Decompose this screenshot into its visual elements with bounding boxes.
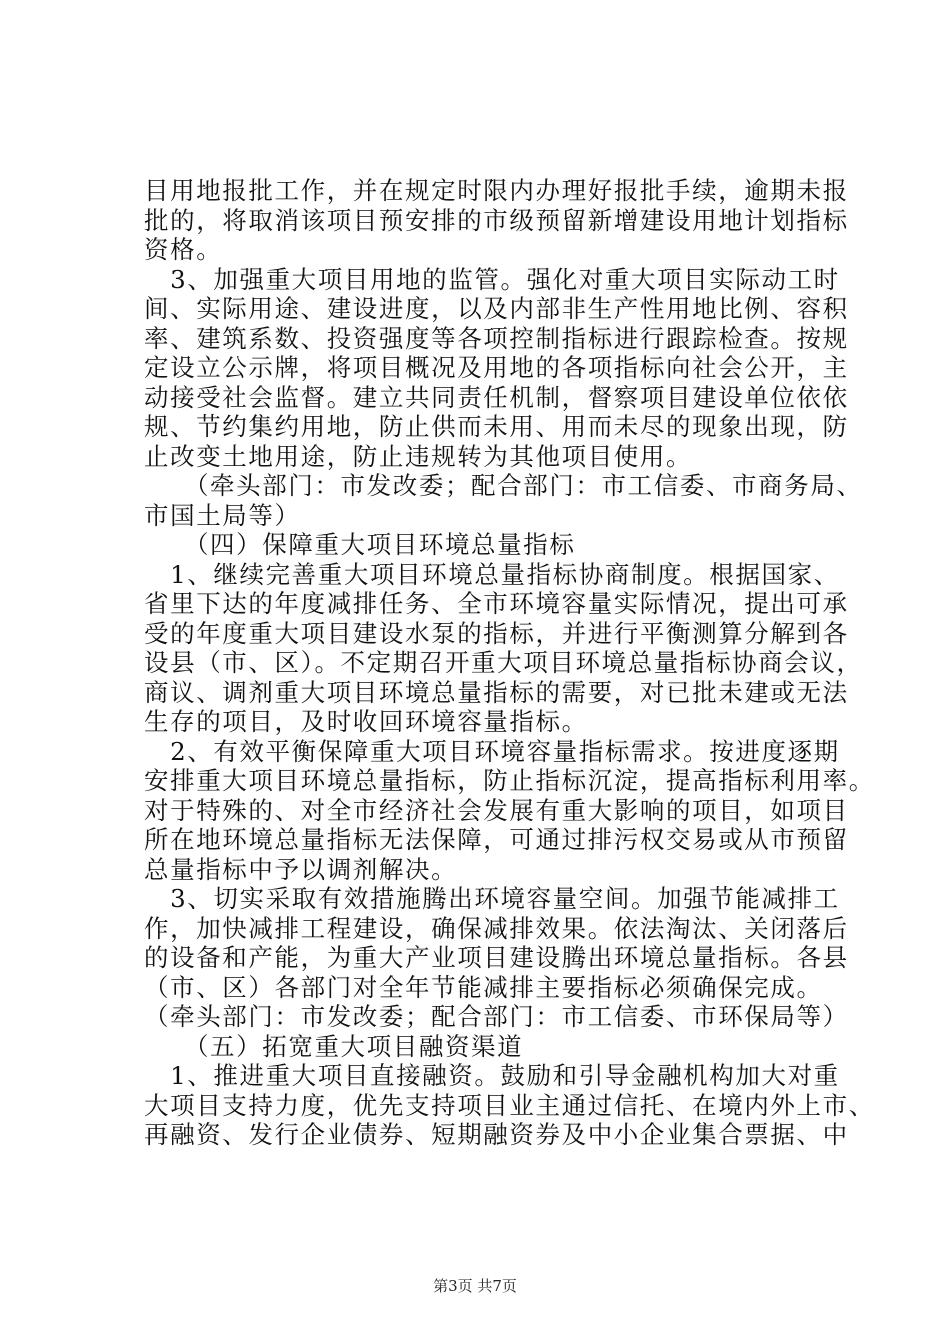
text-line: 3、切实采取有效措施腾出环境容量空间。加强节能减排工: [144, 884, 840, 913]
text-line: 间、实际用途、建设进度，以及内部非生产性用地比例、容积: [144, 294, 849, 323]
text-line: 1、推进重大项目直接融资。鼓励和引导金融机构加大对重: [144, 1061, 840, 1090]
page-number: 第3页 共7页: [433, 1277, 517, 1295]
text-line: 作，加快减排工程建设，确保减排效果。依法淘汰、关闭落后: [144, 913, 849, 943]
text-line: 总量指标中予以调剂解决。: [144, 854, 458, 884]
text-line: 定设立公示牌，将项目概况及用地的各项指标向社会公开，主: [144, 353, 849, 382]
text-line: 1、继续完善重大项目环境总量指标协商制度。根据国家、: [144, 559, 840, 589]
text-line: 生存的项目，及时收回环境容量指标。: [144, 707, 588, 736]
text-line: 商议、调剂重大项目环境总量指标的需要，对已批未建或无法: [144, 677, 849, 707]
text-line: 动接受社会监督。建立共同责任机制，督察项目建设单位依依: [144, 382, 849, 412]
text-line: 受的年度重大项目建设水泵的指标，并进行平衡测算分解到各: [144, 618, 849, 648]
section-heading: （四）保障重大项目环境总量指标: [144, 530, 576, 559]
text-line: 资格。: [144, 235, 223, 264]
document-body: [144, 176, 875, 1150]
text-line: 对于特殊的、对全市经济社会发展有重大影响的项目，如项目: [144, 795, 849, 825]
text-line: （牵头部门：市发改委；配合部门：市工信委、市商务局、: [144, 471, 863, 500]
text-line: 所在地环境总量指标无法保障，可通过排污权交易或从市预留: [144, 825, 849, 854]
text-line: 率、建筑系数、投资强度等各项控制指标进行跟踪检查。按规: [144, 323, 849, 353]
text-line: 设县（市、区）。不定期召开重大项目环境总量指标协商会议，: [144, 648, 863, 677]
text-line: 市国土局等）: [144, 500, 301, 530]
text-line: 的设备和产能，为重大产业项目建设腾出环境总量指标。各县: [144, 943, 849, 972]
text-line: 规、节约集约用地，防止供而未用、用而未尽的现象出现，防: [144, 412, 849, 441]
text-line: 止改变土地用途，防止违规转为其他项目使用。: [144, 441, 693, 471]
text-line: 安排重大项目环境总量指标，防止指标沉淀，提高指标利用率。: [144, 766, 875, 795]
text-line: （牵头部门：市发改委；配合部门：市工信委、市环保局等）: [144, 1002, 849, 1031]
text-line: 2、有效平衡保障重大项目环境容量指标需求。按进度逐期: [144, 736, 840, 766]
text-line: 目用地报批工作，并在规定时限内办理好报批手续，逾期未报: [144, 176, 849, 205]
text-line: 再融资、发行企业债券、短期融资券及中小企业集合票据、中: [144, 1120, 849, 1149]
text-line: 3、加强重大项目用地的监管。强化对重大项目实际动工时: [144, 264, 840, 294]
text-line: 大项目支持力度，优先支持项目业主通过信托、在境内外上市、: [144, 1090, 875, 1120]
text-line: 省里下达的年度减排任务、全市环境容量实际情况，提出可承: [144, 589, 849, 618]
text-line: 批的，将取消该项目预安排的市级预留新增建设用地计划指标: [144, 205, 849, 235]
section-heading: （五）拓宽重大项目融资渠道: [144, 1031, 524, 1061]
text-line: （市、区）各部门对全年节能减排主要指标必须确保完成。: [144, 972, 823, 1002]
page-footer: [0, 1276, 950, 1296]
